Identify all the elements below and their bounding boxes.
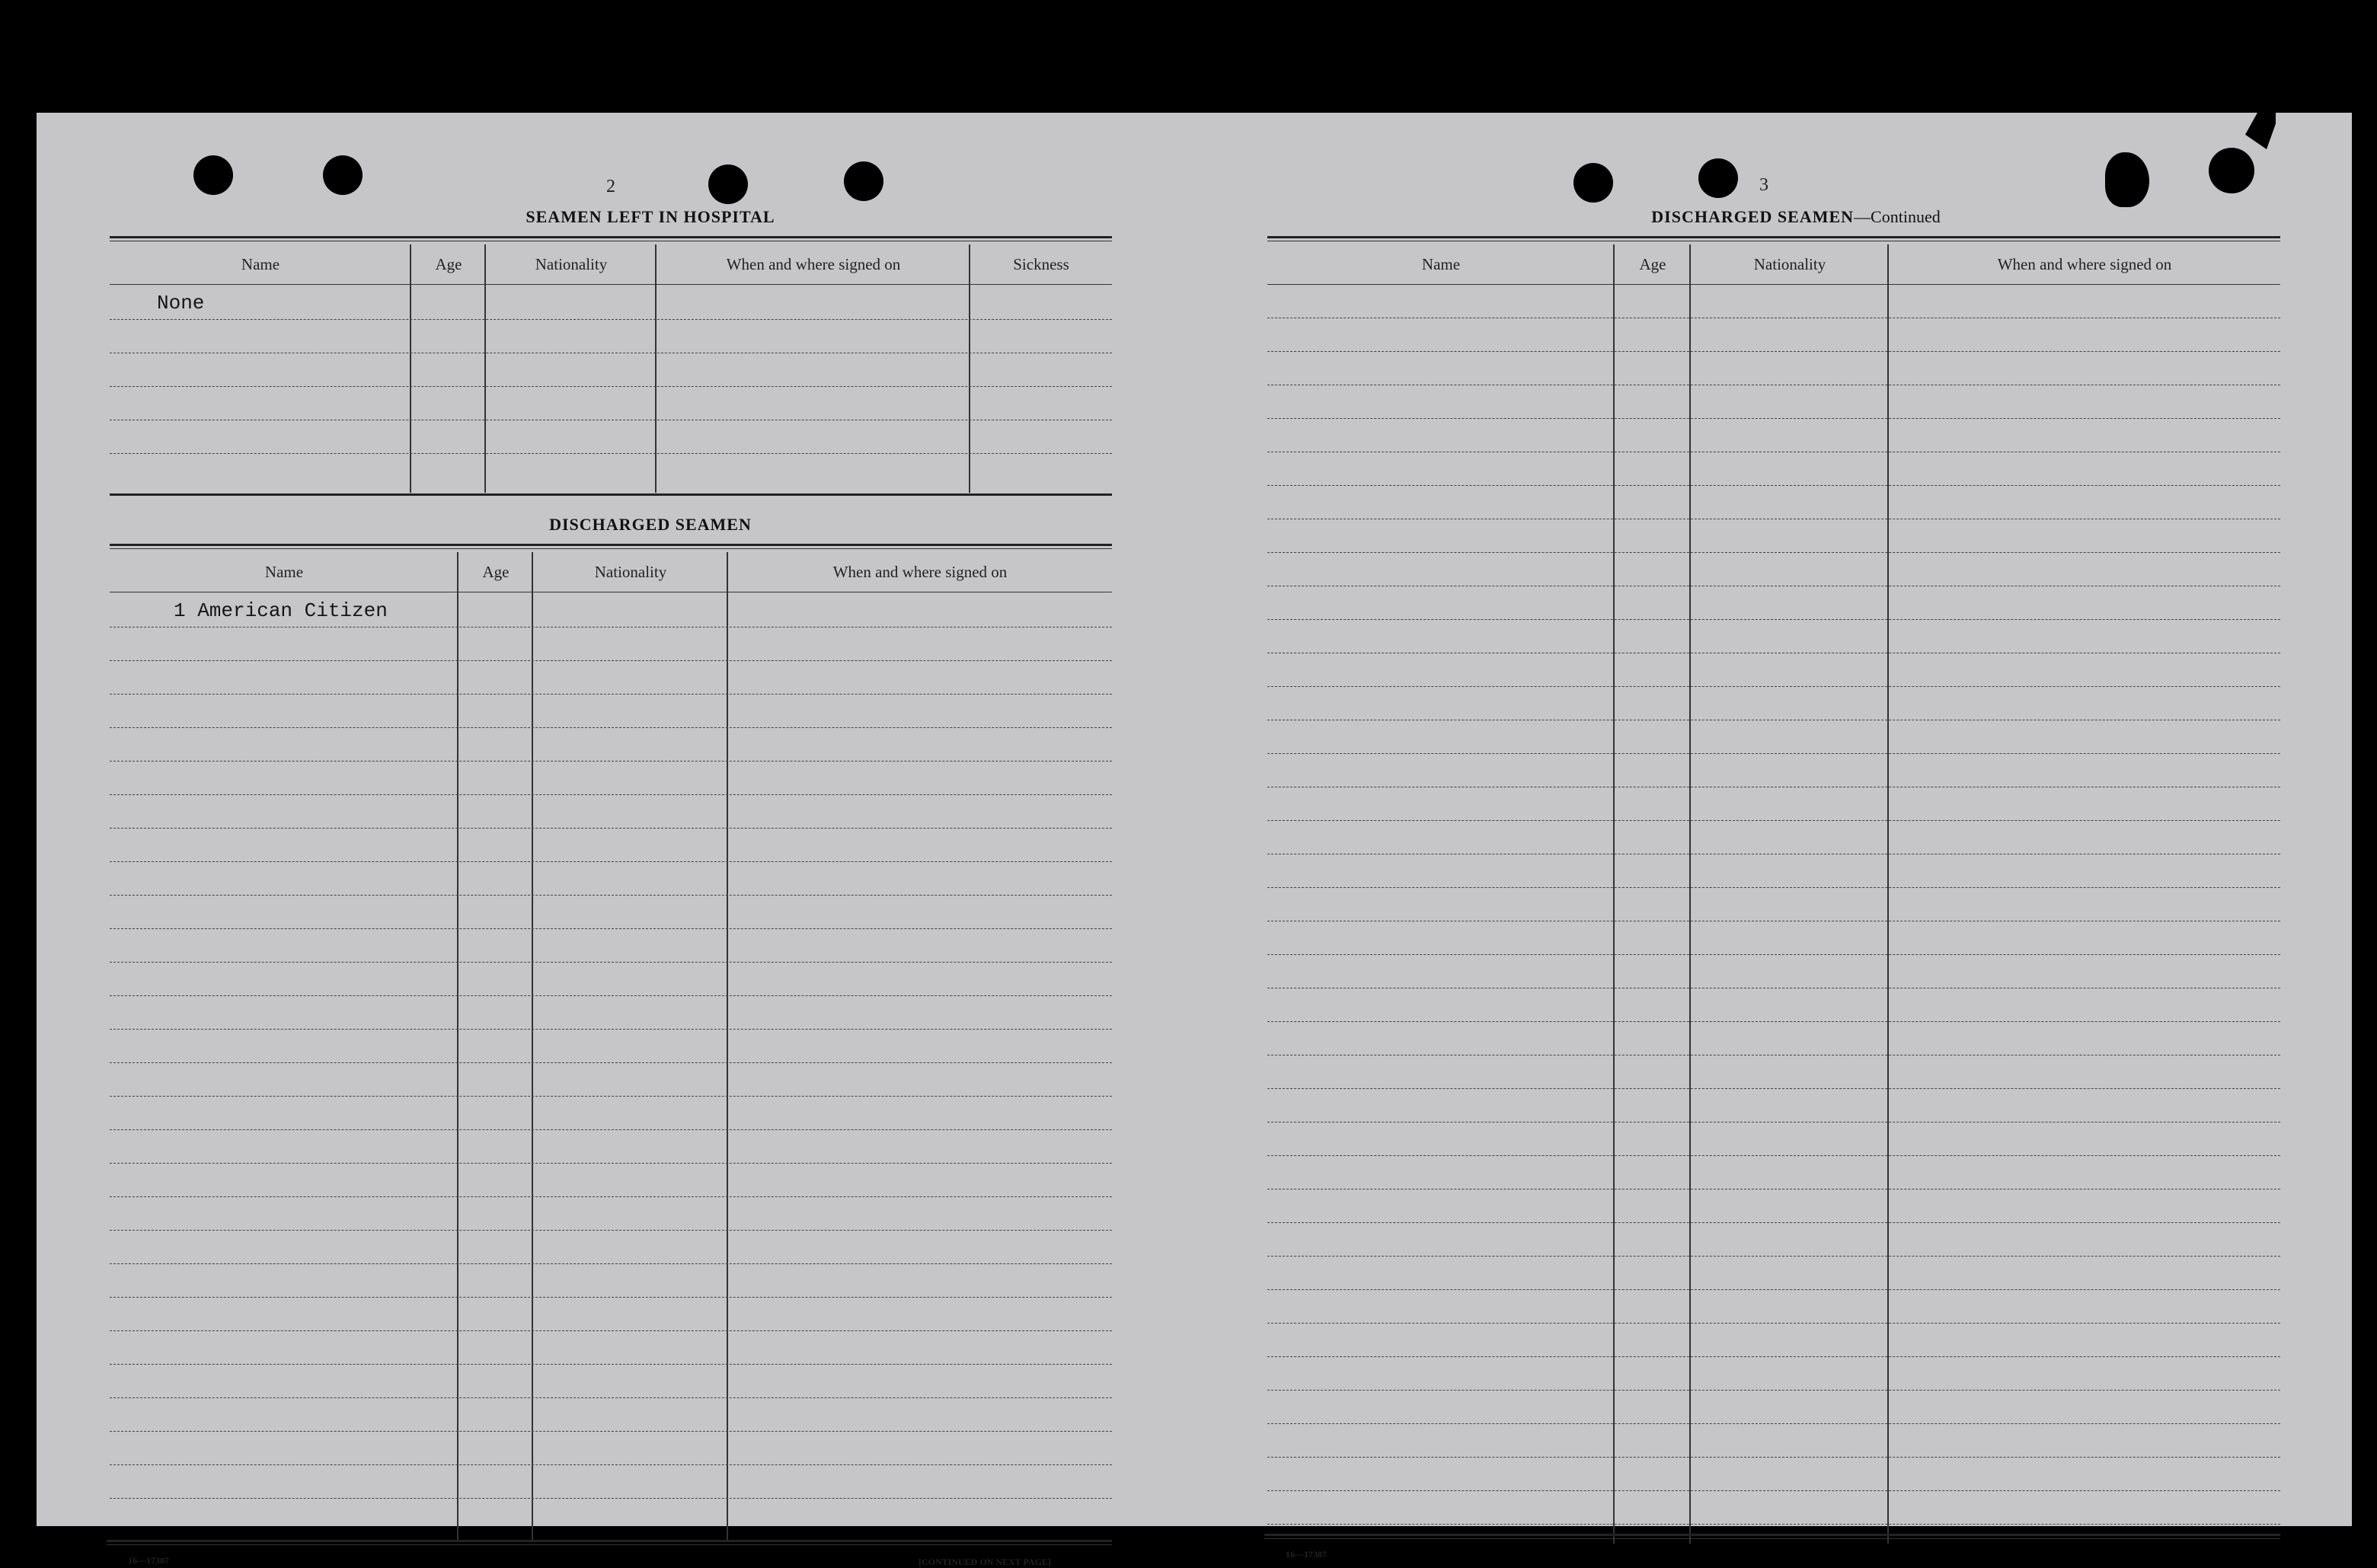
column-divider (484, 244, 486, 493)
column-divider (532, 552, 533, 1542)
col-header-name: Name (241, 254, 280, 273)
table-row (1267, 485, 2280, 486)
table-row (110, 1330, 1112, 1331)
table-row (1267, 1021, 2280, 1022)
punch-hole (323, 155, 363, 195)
table-row (110, 1297, 1112, 1298)
col-header-nationality: Nationality (1753, 254, 1826, 273)
discharged-continued-bottom-rule (1264, 1534, 2280, 1536)
col-header-age: Age (435, 254, 462, 273)
table-row (110, 828, 1112, 829)
table-row (110, 1129, 1112, 1130)
table-row (110, 1196, 1112, 1197)
table-row (110, 1062, 1112, 1063)
discharged-table-bottom-rule-thin (107, 1544, 1112, 1545)
discharged-table-right (1267, 236, 2280, 1544)
discharged-section-title: DISCHARGED SEAMEN (549, 515, 752, 534)
table-row (1267, 1423, 2280, 1424)
torn-corner (2245, 113, 2276, 149)
form-number-right: 16—17387 (1286, 1549, 1327, 1560)
table-row (110, 1431, 1112, 1432)
table-row (1267, 619, 2280, 620)
table-row (110, 861, 1112, 862)
col-header-signed-on: When and where signed on (726, 254, 901, 273)
table-row (1267, 1490, 2280, 1491)
table-row (110, 1263, 1112, 1264)
discharged-continued-title (1552, 207, 2040, 227)
table-row (110, 660, 1112, 661)
page-number-right: 3 (1759, 175, 1768, 195)
table-row (110, 1096, 1112, 1097)
table-row (1267, 1524, 2280, 1525)
column-divider (655, 244, 657, 493)
col-header-age: Age (1639, 254, 1666, 273)
table-row (1267, 954, 2280, 955)
col-header-age: Age (482, 562, 510, 581)
table-row (110, 1230, 1112, 1231)
table-row (110, 319, 1112, 320)
table-row (110, 386, 1112, 387)
discharged-table-left (110, 544, 1112, 1542)
table-row (110, 995, 1112, 996)
table-row (1267, 1289, 2280, 1290)
col-header-nationality: Nationality (535, 254, 608, 273)
continued-note: [CONTINUED ON NEXT PAGE] (919, 1557, 1051, 1567)
col-header-name: Name (1421, 254, 1461, 273)
hospital-table-header (110, 244, 1112, 285)
table-row (1267, 1189, 2280, 1190)
column-divider (727, 552, 728, 1542)
hospital-table (110, 236, 1112, 496)
discharged-entry-name: 1 American Citizen (174, 599, 388, 622)
page-number-left: 2 (606, 177, 615, 196)
col-header-signed-on: When and where signed on (832, 562, 1008, 581)
table-row (1267, 1088, 2280, 1089)
punch-hole (1698, 158, 1738, 198)
col-header-name: Name (264, 562, 304, 581)
table-row (1267, 1122, 2280, 1123)
punch-hole (844, 161, 883, 201)
table-row (1267, 418, 2280, 419)
punch-hole (193, 155, 233, 195)
table-row (110, 928, 1112, 929)
form-number-left: 16—17387 (128, 1555, 169, 1566)
table-row (110, 962, 1112, 963)
col-header-sickness: Sickness (1013, 254, 1069, 273)
table-row (110, 627, 1112, 628)
column-divider (1689, 244, 1691, 1544)
table-row (110, 694, 1112, 695)
punch-hole (1573, 163, 1613, 203)
table-row (1267, 820, 2280, 821)
table-row (1267, 1457, 2280, 1458)
table-row (110, 794, 1112, 795)
table-row (110, 1163, 1112, 1164)
table-row (1267, 753, 2280, 754)
table-row (1267, 1256, 2280, 1257)
table-row (110, 1029, 1112, 1030)
column-divider (457, 552, 458, 1542)
table-row (110, 761, 1112, 762)
punch-hole (2209, 148, 2254, 193)
table-row (1267, 1155, 2280, 1156)
col-header-nationality: Nationality (594, 562, 667, 581)
discharged-table-header (110, 552, 1112, 592)
table-row (110, 1364, 1112, 1365)
table-row (1267, 1222, 2280, 1223)
discharged-continued-bottom-rule-thin (1264, 1538, 2280, 1539)
table-row (1267, 887, 2280, 888)
table-row (110, 1498, 1112, 1499)
discharged-table-bottom-rule (107, 1540, 1112, 1542)
col-header-signed-on: When and where signed on (1997, 254, 2172, 273)
table-row (1267, 351, 2280, 352)
column-divider (1613, 244, 1615, 1544)
table-row (110, 453, 1112, 454)
table-row (1267, 1356, 2280, 1357)
punch-hole (708, 164, 748, 204)
hospital-section-title: SEAMEN LEFT IN HOSPITAL (526, 207, 775, 226)
hospital-table-bottom-rule (110, 493, 1112, 496)
table-row (1267, 1390, 2280, 1391)
column-divider (410, 244, 411, 493)
table-row (110, 895, 1112, 896)
table-row (1267, 686, 2280, 687)
table-row (110, 1464, 1112, 1465)
table-row (110, 1397, 1112, 1398)
document-sheet (37, 113, 2352, 1567)
discharged-continued-header (1267, 244, 2280, 285)
discharged-continued-title-main: DISCHARGED SEAMEN (1651, 207, 1855, 226)
column-divider (1887, 244, 1889, 1544)
discharged-continued-title-suffix: —Continued (1854, 207, 1941, 226)
column-divider (969, 244, 970, 493)
hospital-entry-name: None (157, 292, 205, 315)
punch-hole (2105, 152, 2149, 207)
table-row (110, 727, 1112, 728)
table-row (1267, 552, 2280, 553)
table-row (1267, 1323, 2280, 1324)
